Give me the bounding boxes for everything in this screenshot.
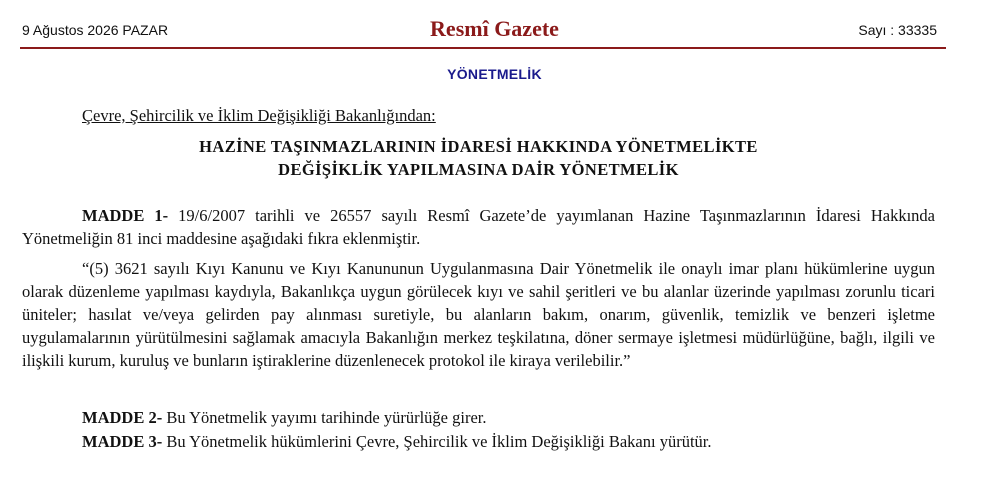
issue-date: 9 Ağustos 2026 PAZAR [22,22,169,38]
regulation-title [22,135,935,181]
article-3-text: Bu Yönetmelik hükümlerini Çevre, Şehircilik ve İklim Değişikliği Bakanı yürütür. [162,432,712,451]
article-1 [22,204,935,250]
article-3 [22,430,935,453]
article-1-quoted-paragraph: “(5) 3621 sayılı Kıyı Kanunu ve Kıyı Kanununun Uygulanmasına Dair Yönetmelik ile onaylı imar planı hükümlerine uygun olarak düzenleme yapılması kaydıyla, Bakanlıkça uygun görülecek kıyı ve sahil şeritleri ve bu alanlar üzerinde yapılması zorunlu ticari üniteler; hasılat ve/veya gelirden pay alınması suretiyle, bu alanların bakım, onarım, güvenlik, temizlik ve benzeri işletme uygulamalarının yürütülmesini sağlamak amacıyla Bakanlığın merkez teşkilatına, döner sermaye işletmesi müdürlüğüne, bağlı, ilgili ve ilişkili kurum, kuruluş ve bunların iştiraklerine düzenlenecek protokol ile kiraya verilebilir.” [22,259,935,370]
article-2-label: MADDE 2- [82,408,163,427]
issue-number: Sayı : 33335 [858,22,937,38]
article-2-text: Bu Yönetmelik yayımı tarihinde yürürlüğe girer. [162,408,487,427]
article-1-label: MADDE 1- [82,206,169,225]
article-1-paragraph [22,204,935,250]
article-3-label: MADDE 3- [82,432,163,451]
regulation-title-line-1: HAZİNE TAŞINMAZLARININ İDARESİ HAKKINDA YÖNETMELİKTE [199,137,758,156]
regulation-title-line-2: DEĞİŞİKLİK YAPILMASINA DAİR YÖNETMELİK [278,160,679,179]
issuing-authority: Çevre, Şehircilik ve İklim Değişikliği Bakanlığından: [82,106,436,125]
article-2 [22,406,935,429]
header-divider [20,47,946,49]
section-heading: YÖNETMELİK [447,66,542,82]
article-1-text: 19/6/2007 tarihli ve 26557 sayılı Resmî Gazete’de yayımlanan Hazine Taşınmazlarının İdaresi Hakkında Yönetmeliğin 81 inci maddesine aşağıdaki fıkra eklenmiştir. [22,206,935,248]
publication-title: Resmî Gazete [430,16,559,41]
